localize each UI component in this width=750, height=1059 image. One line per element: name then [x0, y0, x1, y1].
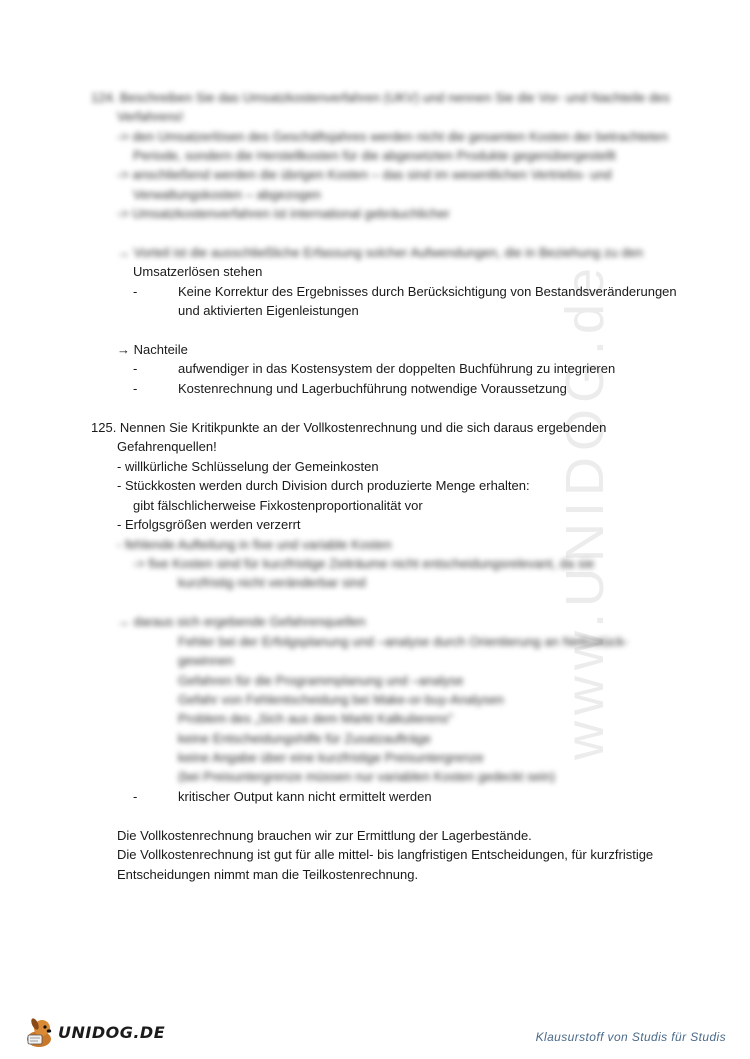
q124-point2-line2: Verwaltungskosten – abgezogen: [133, 187, 321, 202]
brand-name: UNIDOG.DE: [58, 1022, 166, 1042]
risk-item5: keine Entscheidungshilfe für Zusatzaufträge: [178, 731, 431, 746]
risk-item2: Gefahren für die Programmplanung und –analyse: [178, 673, 464, 688]
footer-tagline: Klausurstoff von Studis für Studis: [535, 1030, 726, 1044]
q124-title-line2: Verfahrens!: [117, 109, 184, 124]
q125-bullet2-line1: - Stückkosten werden durch Division durch produzierte Menge erhalten:: [117, 478, 530, 493]
q124-title-line1: 124. Beschreiben Sie das Umsatzkostenverfahren (UKV) und nennen Sie die Vor- und Nachteile des: [91, 90, 670, 105]
q124-advantage-heading: → Vorteil ist die ausschließliche Erfassung solcher Aufwendungen, die in Beziehung zu den: [117, 245, 644, 260]
risk-heading: → daraus sich ergebende Gefahrenquellen: [117, 614, 366, 629]
q125-bullet4: - fehlende Aufteilung in fixe und variable Kosten: [117, 537, 392, 552]
q124-point3: -> Umsatzkostenverfahren ist international gebräuchlicher: [117, 206, 450, 221]
q124-point1-line1: -> den Umsatzerlösen des Geschäftsjahres werden nicht die gesamten Kosten der betrachteten: [117, 129, 669, 144]
disadvantage-item2: Kostenrechnung und Lagerbuchführung notwendige Voraussetzung: [178, 381, 567, 396]
dog-mascot-icon: [22, 1015, 56, 1049]
q125-bullet4-sub1: -> fixe Kosten sind für kurzfristige Zeiträume nicht entscheidungsrelevant, da sie: [133, 556, 595, 571]
disadvantages-heading: → Nachteile: [117, 342, 188, 357]
q125-bullet2-line2: gibt fälschlicherweise Fixkostenproportionalität vor: [133, 498, 423, 513]
risk-item7: kritischer Output kann nicht ermittelt werden: [178, 789, 432, 804]
advantage-item1-line1: Keine Korrektur des Ergebnisses durch Berücksichtigung von Bestandsveränderungen: [178, 284, 677, 299]
risk-item3: Gefahr von Fehlentscheidung bei Make-or-buy-Analysen: [178, 692, 504, 707]
advantage-continuation: Umsatzerlösen stehen: [133, 264, 263, 279]
unidog-logo[interactable]: [22, 1014, 165, 1050]
risk-item1-line2: gewinnen: [178, 653, 234, 668]
q124-point1-line2: Periode, sondern die Herstellkosten für die abgesetzten Produkte gegenübergestellt: [133, 148, 616, 163]
risk-item1-line1: Fehler bei der Erfolgsplanung und –analyse durch Orientierung an Nettostück-: [178, 634, 629, 649]
advantage-item1-line2: und aktivierten Eigenleistungen: [178, 303, 359, 318]
risk-dash7: -: [133, 789, 138, 804]
advantage-dash: -: [133, 284, 138, 299]
q125-title-line1: 125. Nennen Sie Kritikpunkte an der Vollkostenrechnung und die sich daraus ergebenden: [91, 420, 607, 435]
risk-item6-line2: (bei Preisuntergrenze müssen nur variablen Kosten gedeckt sein): [178, 769, 556, 784]
q125-bullet3: - Erfolgsgrößen werden verzerrt: [117, 517, 301, 532]
disadvantage-dash2: -: [133, 381, 138, 396]
conclusion-line3: Entscheidungen nimmt man die Teilkostenrechnung.: [117, 867, 419, 882]
conclusion-line2: Die Vollkostenrechnung ist gut für alle mittel- bis langfristigen Entscheidungen, für kurzfristige: [117, 847, 654, 862]
q125-bullet4-sub2: kurzfristig nicht veränderbar sind: [178, 575, 366, 590]
q124-point2-line1: -> anschließend werden die übrigen Kosten – das sind im wesentlichen Vertriebs- und: [117, 167, 612, 182]
risk-item4: Problem des „Sich aus dem Markt Kalkulierens": [178, 711, 453, 726]
disadvantage-item1: aufwendiger in das Kostensystem der doppelten Buchführung zu integrieren: [178, 361, 616, 376]
conclusion-line1: Die Vollkostenrechnung brauchen wir zur Ermittlung der Lagerbestände.: [117, 828, 532, 843]
q125-bullet1: - willkürliche Schlüsselung der Gemeinkosten: [117, 459, 379, 474]
q125-title-line2: Gefahrenquellen!: [117, 439, 217, 454]
watermark: www.UNIDOG.de: [555, 261, 615, 760]
risk-item6-line1: keine Angabe über eine kurzfristige Preisuntergrenze: [178, 750, 484, 765]
disadvantage-dash1: -: [133, 361, 138, 376]
